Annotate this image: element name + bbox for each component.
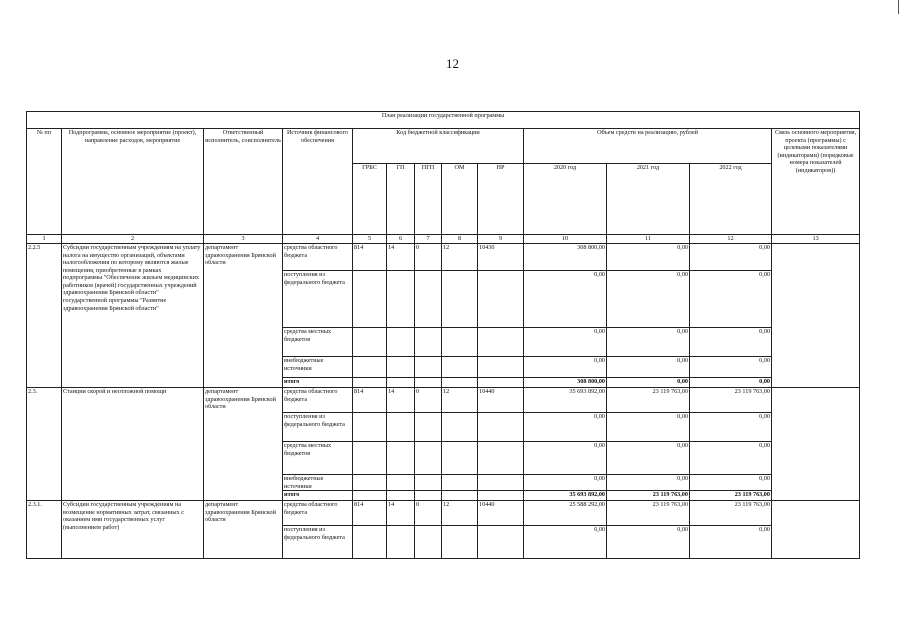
code-nr: 10440 bbox=[478, 501, 524, 526]
amount-2020: 308 800,00 bbox=[524, 244, 607, 271]
code-cell bbox=[387, 526, 415, 559]
code-cell bbox=[442, 475, 478, 491]
code-cell bbox=[442, 271, 478, 328]
col-number: 12 bbox=[690, 235, 772, 244]
code-cell bbox=[442, 491, 478, 501]
source-regional: средства областного бюджета bbox=[283, 501, 353, 526]
source-local: средства местных бюджетов bbox=[283, 328, 353, 357]
code-grbs: 814 bbox=[353, 244, 387, 271]
code-cell bbox=[353, 475, 387, 491]
code-nr: 10440 bbox=[478, 388, 524, 413]
col-number: 4 bbox=[283, 235, 353, 244]
code-gp: 14 bbox=[387, 244, 415, 271]
amount-2022: 0,00 bbox=[690, 413, 772, 442]
total-2022: 23 119 763,00 bbox=[690, 491, 772, 501]
header-budget-code: Код бюджетной классификации bbox=[353, 129, 524, 164]
code-gp: 14 bbox=[387, 501, 415, 526]
code-grbs: 814 bbox=[353, 388, 387, 413]
source-federal: поступления из федерального бюджета bbox=[283, 271, 353, 328]
amount-2022: 0,00 bbox=[690, 526, 772, 559]
amount-2021: 0,00 bbox=[607, 271, 690, 328]
col-number: 6 bbox=[387, 235, 415, 244]
col-number: 5 bbox=[353, 235, 387, 244]
amount-2022: 23 119 763,00 bbox=[690, 388, 772, 413]
indicator-link bbox=[772, 388, 860, 501]
code-cell bbox=[387, 328, 415, 357]
amount-2022: 0,00 bbox=[690, 442, 772, 475]
code-cell bbox=[415, 413, 442, 442]
total-2021: 0,00 bbox=[607, 378, 690, 388]
code-cell bbox=[415, 442, 442, 475]
code-cell bbox=[442, 413, 478, 442]
code-cell bbox=[442, 378, 478, 388]
header-nr: НР bbox=[478, 164, 524, 235]
header-volume: Объем средств на реализацию, рублей bbox=[524, 129, 772, 164]
header-pgp: ПГП bbox=[415, 164, 442, 235]
section-title: Станции скорой и неотложной помощи bbox=[62, 388, 204, 501]
section-executor: департамент здравоохранения Брянской области bbox=[204, 388, 283, 501]
source-federal: поступления из федерального бюджета bbox=[283, 413, 353, 442]
section-executor: департамент здравоохранения Брянской области bbox=[204, 244, 283, 388]
code-cell bbox=[387, 442, 415, 475]
code-cell bbox=[387, 475, 415, 491]
col-number: 7 bbox=[415, 235, 442, 244]
code-cell bbox=[415, 378, 442, 388]
code-cell bbox=[387, 413, 415, 442]
code-cell bbox=[415, 475, 442, 491]
amount-2021: 0,00 bbox=[607, 442, 690, 475]
page-number: 12 bbox=[446, 56, 459, 71]
code-cell bbox=[353, 271, 387, 328]
code-cell bbox=[353, 526, 387, 559]
code-om: 12 bbox=[442, 244, 478, 271]
amount-2020: 0,00 bbox=[524, 271, 607, 328]
section-no: 2.3.1. bbox=[27, 501, 62, 559]
indicator-link bbox=[772, 244, 860, 388]
code-pgp: 0 bbox=[415, 244, 442, 271]
amount-2021: 0,00 bbox=[607, 244, 690, 271]
col-number: 8 bbox=[442, 235, 478, 244]
amount-2021: 0,00 bbox=[607, 328, 690, 357]
indicator-link bbox=[772, 501, 860, 559]
code-cell bbox=[478, 357, 524, 378]
section-executor: департамент здравоохранения Брянской области bbox=[204, 501, 283, 559]
amount-2021: 0,00 bbox=[607, 413, 690, 442]
code-pgp: 0 bbox=[415, 388, 442, 413]
total-2020: 308 800,00 bbox=[524, 378, 607, 388]
header-link: Связь основного мероприятия, проекта (программы) с целевыми показателями (индикаторами) (порядковые номера показателей (индикаторов)) bbox=[772, 129, 860, 235]
code-cell bbox=[353, 378, 387, 388]
header-program: Подпрограмма, основное мероприятие (проект), направление расходов, мероприятие bbox=[62, 129, 204, 235]
code-cell bbox=[478, 442, 524, 475]
col-number: 1 bbox=[27, 235, 62, 244]
amount-2021: 0,00 bbox=[607, 526, 690, 559]
code-cell bbox=[387, 378, 415, 388]
code-cell bbox=[387, 491, 415, 501]
col-number: 11 bbox=[607, 235, 690, 244]
code-cell bbox=[478, 491, 524, 501]
plan-table bbox=[26, 111, 860, 559]
amount-2021: 0,00 bbox=[607, 357, 690, 378]
table-title: План реализации государственной программы bbox=[27, 112, 860, 129]
amount-2020: 0,00 bbox=[524, 526, 607, 559]
amount-2020: 0,00 bbox=[524, 328, 607, 357]
code-cell bbox=[478, 413, 524, 442]
total-2020: 35 693 892,00 bbox=[524, 491, 607, 501]
header-source: Источник финансового обеспечения bbox=[283, 129, 353, 235]
col-number: 10 bbox=[524, 235, 607, 244]
total-2021: 23 119 763,00 bbox=[607, 491, 690, 501]
code-gp: 14 bbox=[387, 388, 415, 413]
code-cell bbox=[478, 271, 524, 328]
code-cell bbox=[478, 378, 524, 388]
code-cell bbox=[353, 357, 387, 378]
code-om: 12 bbox=[442, 388, 478, 413]
code-cell bbox=[353, 442, 387, 475]
code-grbs: 814 bbox=[353, 501, 387, 526]
amount-2021: 23 119 763,00 bbox=[607, 501, 690, 526]
header-executor: Ответственный исполнитель, соисполнитель bbox=[204, 129, 283, 235]
edge-mark bbox=[898, 0, 899, 14]
header-2021: 2021 год bbox=[607, 164, 690, 235]
section-title: Субсидии государственным учреждениям на уплату налога на имущество организаций, объектами налогообложения по которому являются жилые помещения, приобретенные в рамках подпрограммы "Обеспечение жильем медицинских работников (врачей) государственных учреждений здравоохранения Брянской области" государственной программы "Развитие здравоохранения Брянской области" bbox=[62, 244, 204, 388]
amount-2021: 23 119 763,00 bbox=[607, 388, 690, 413]
code-cell bbox=[442, 442, 478, 475]
amount-2022: 0,00 bbox=[690, 271, 772, 328]
amount-2020: 0,00 bbox=[524, 413, 607, 442]
code-cell bbox=[478, 526, 524, 559]
code-cell bbox=[353, 491, 387, 501]
col-number: 9 bbox=[478, 235, 524, 244]
code-cell bbox=[415, 328, 442, 357]
code-pgp: 0 bbox=[415, 501, 442, 526]
header-2020: 2020 год bbox=[524, 164, 607, 235]
code-cell bbox=[478, 475, 524, 491]
col-number: 3 bbox=[204, 235, 283, 244]
source-regional: средства областного бюджета bbox=[283, 244, 353, 271]
header-om: ОМ bbox=[442, 164, 478, 235]
source-local: средства местных бюджетов bbox=[283, 442, 353, 475]
code-cell bbox=[353, 328, 387, 357]
amount-2022: 23 119 763,00 bbox=[690, 501, 772, 526]
code-cell bbox=[442, 328, 478, 357]
section-no: 2.3. bbox=[27, 388, 62, 501]
code-cell bbox=[442, 526, 478, 559]
code-cell bbox=[415, 357, 442, 378]
code-cell bbox=[387, 357, 415, 378]
section-title: Субсидии государственным учреждениям на возмещение нормативных затрат, связанных с оказанием ими государственных услуг (выполнением работ) bbox=[62, 501, 204, 559]
amount-2022: 0,00 bbox=[690, 328, 772, 357]
source-regional: средства областного бюджета bbox=[283, 388, 353, 413]
source-offbudget: внебюджетные источники bbox=[283, 475, 353, 491]
header-no: № пп bbox=[27, 129, 62, 235]
code-nr: 10430 bbox=[478, 244, 524, 271]
source-offbudget: внебюджетные источники bbox=[283, 357, 353, 378]
amount-2022: 0,00 bbox=[690, 475, 772, 491]
amount-2022: 0,00 bbox=[690, 244, 772, 271]
source-total: итого bbox=[283, 491, 353, 501]
code-om: 12 bbox=[442, 501, 478, 526]
amount-2022: 0,00 bbox=[690, 357, 772, 378]
code-cell bbox=[415, 271, 442, 328]
code-cell bbox=[387, 271, 415, 328]
header-gp: ГП bbox=[387, 164, 415, 235]
total-2022: 0,00 bbox=[690, 378, 772, 388]
amount-2021: 0,00 bbox=[607, 475, 690, 491]
source-total: итого bbox=[283, 378, 353, 388]
code-cell bbox=[353, 413, 387, 442]
code-cell bbox=[442, 357, 478, 378]
amount-2020: 0,00 bbox=[524, 475, 607, 491]
amount-2020: 25 588 292,00 bbox=[524, 501, 607, 526]
amount-2020: 0,00 bbox=[524, 442, 607, 475]
col-number: 13 bbox=[772, 235, 860, 244]
col-number: 2 bbox=[62, 235, 204, 244]
code-cell bbox=[415, 491, 442, 501]
source-federal: поступления из федерального бюджета bbox=[283, 526, 353, 559]
section-no: 2.2.5 bbox=[27, 244, 62, 388]
code-cell bbox=[415, 526, 442, 559]
code-cell bbox=[478, 328, 524, 357]
amount-2020: 35 693 892,00 bbox=[524, 388, 607, 413]
header-grbs: ГРБС bbox=[353, 164, 387, 235]
header-2022: 2022 год bbox=[690, 164, 772, 235]
amount-2020: 0,00 bbox=[524, 357, 607, 378]
